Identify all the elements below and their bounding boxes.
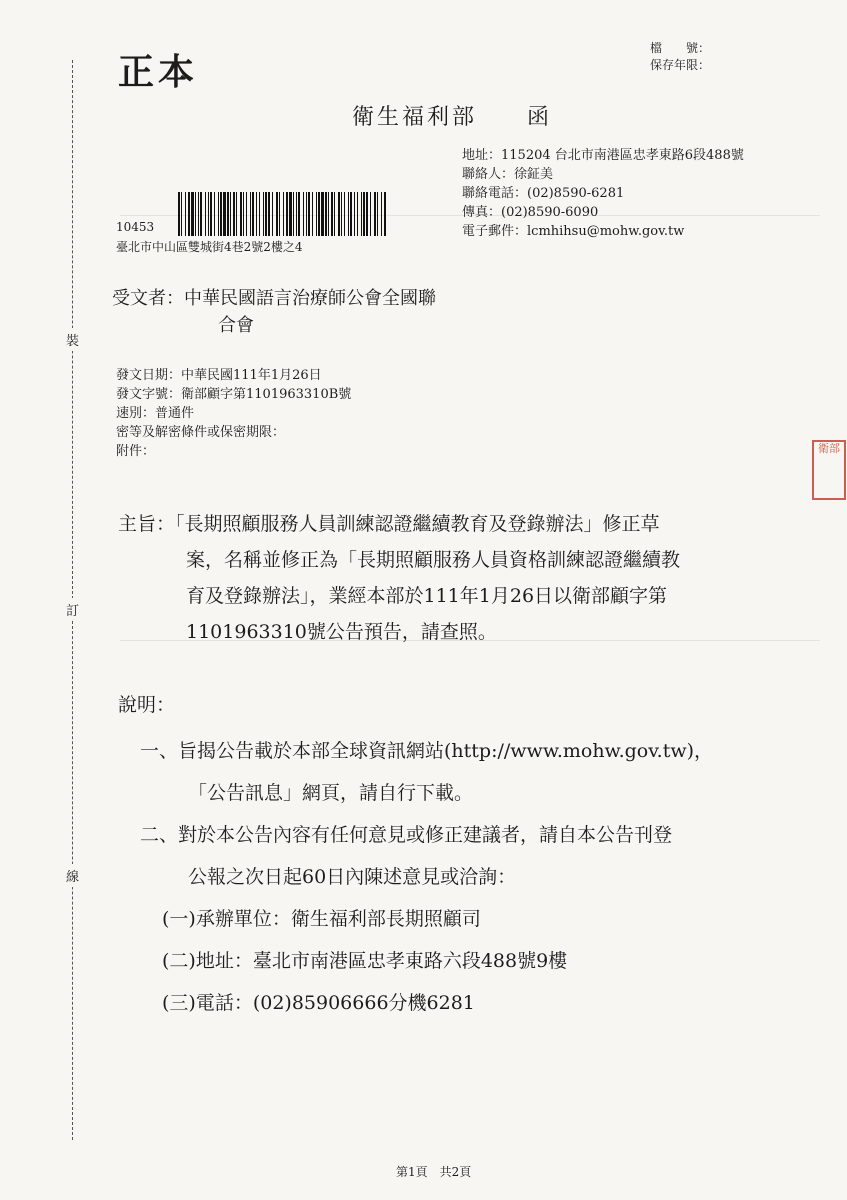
barcode-bar — [198, 192, 199, 236]
barcode-bar — [218, 192, 219, 236]
recipient-line: 受文者：中華民國語言治療師公會全國聯 — [112, 288, 436, 309]
barcode-bar — [252, 192, 254, 236]
barcode-bar — [361, 192, 362, 236]
barcode-bar — [208, 192, 209, 236]
barcode-bar — [185, 192, 186, 236]
sender-fax: 傳真：(02)8590-6090 — [462, 205, 599, 220]
page-footer: 第1頁 共2頁 — [396, 1165, 472, 1179]
sender-phone: 聯絡電話：(02)8590-6281 — [462, 186, 625, 201]
subject-line: 育及登錄辦法」，業經本部於111年1月26日以衛部顧字第 — [186, 585, 668, 607]
barcode-bar — [205, 192, 206, 236]
barcode-bar — [259, 192, 260, 236]
explanation-item: 一、旨揭公告載於本部全球資訊網站(http://www.mohw.gov.tw)， — [140, 740, 714, 762]
barcode-bar — [227, 192, 229, 236]
barcode-bar — [334, 192, 335, 236]
barcode-bar — [200, 192, 202, 236]
explanation-section — [140, 730, 713, 1024]
binding-mark: 訂 — [66, 598, 79, 621]
barcode-bar — [316, 192, 317, 236]
document-title: 衛生福利部 函 — [352, 105, 553, 130]
barcode-bar — [331, 192, 333, 236]
receiver-postcode: 10453 — [116, 220, 155, 234]
barcode-bar — [276, 192, 278, 236]
barcode-image — [176, 192, 390, 236]
barcode-bar — [303, 192, 304, 236]
explanation-heading: 說明： — [118, 694, 176, 716]
barcode-bar — [240, 192, 242, 236]
barcode-bar — [195, 192, 196, 236]
barcode-bar — [338, 192, 340, 236]
explanation-item: 「公告訊息」網頁，請自行下載。 — [188, 782, 474, 804]
barcode-bar — [344, 192, 345, 236]
explanation-item: 二、對於本公告內容有任何意見或修正建議者，請自本公告刊登 — [140, 824, 673, 846]
barcode-bar — [279, 192, 280, 236]
barcode-bar — [263, 192, 264, 236]
barcode-bar — [243, 192, 244, 236]
barcode-bar — [348, 192, 349, 236]
delivery-speed: 速別：普通件 — [116, 406, 195, 421]
barcode-bar — [306, 192, 307, 236]
subject-section — [118, 506, 680, 650]
barcode-bar — [272, 192, 273, 236]
barcode-bar — [350, 192, 352, 236]
issue-date: 發文日期：中華民國111年1月26日 — [116, 368, 322, 383]
barcode-bar — [286, 192, 288, 236]
barcode-bar — [312, 192, 313, 236]
barcode-bar — [328, 192, 329, 236]
barcode-bar — [354, 192, 355, 236]
barcode-bar — [325, 192, 327, 236]
barcode-bar — [366, 192, 368, 236]
binding-mark: 線 — [66, 864, 79, 887]
document-number: 發文字號：衛部顧字第1101963310B號 — [116, 387, 352, 402]
sender-block — [462, 146, 744, 241]
barcode-bar — [341, 192, 342, 236]
barcode-bar — [283, 192, 284, 236]
sender-contact: 聯絡人：徐鉦美 — [462, 167, 554, 182]
explanation-subitem: (三)電話：(02)85906666分機6281 — [162, 992, 475, 1014]
attachment: 附件： — [116, 444, 156, 459]
barcode-bar — [357, 192, 358, 236]
binding-mark: 裝 — [66, 328, 79, 351]
barcode-bar — [246, 192, 247, 236]
barcode-bar — [268, 192, 270, 236]
barcode-bar — [214, 192, 215, 236]
file-meta — [650, 40, 710, 74]
barcode-bar — [318, 192, 320, 236]
barcode-bar — [377, 192, 378, 236]
barcode-bar — [220, 192, 222, 236]
barcode-bar — [191, 192, 194, 236]
barcode-bar — [236, 192, 237, 236]
sender-email: 電子郵件：lcmhihsu@mohw.gov.tw — [462, 224, 685, 239]
subject-line: 案，名稱並修正為「長期照顧服務人員資格訓練認證繼續教 — [186, 549, 681, 571]
barcode-bar — [188, 192, 190, 236]
barcode-bar — [256, 192, 257, 236]
barcode-bar — [181, 192, 182, 236]
official-seal-stamp — [812, 440, 846, 500]
barcode-bar — [308, 192, 310, 236]
barcode-bar — [289, 192, 292, 236]
seal-text: 衛部 — [818, 442, 840, 455]
barcode-bar — [223, 192, 226, 236]
barcode-bar — [178, 192, 180, 236]
secrecy-level: 密等及解密條件或保密期限： — [116, 425, 286, 440]
receiver-address: 臺北市中山區雙城街4巷2號2樓之4 — [116, 240, 303, 254]
barcode-bar — [296, 192, 297, 236]
barcode-bar — [233, 192, 235, 236]
retention-period: 保存年限： — [650, 58, 711, 72]
barcode-bar — [298, 192, 300, 236]
explanation-subitem: (一)承辦單位：衛生福利部長期照顧司 — [162, 908, 481, 930]
recipient-block — [112, 285, 436, 339]
barcode-bar — [210, 192, 212, 236]
subject-line: 主旨：「長期照顧服務人員訓練認證繼續教育及登錄辦法」修正草 — [118, 513, 660, 535]
recipient-line: 合會 — [218, 315, 254, 336]
explanation-subitem: (二)地址：臺北市南港區忠孝東路六段488號9樓 — [162, 950, 568, 972]
barcode-bar — [265, 192, 267, 236]
barcode-bar — [384, 192, 386, 236]
original-copy-label: 正本 — [118, 52, 199, 93]
explanation-item: 公報之次日起60日內陳述意見或洽詢： — [188, 866, 517, 888]
barcode-bar — [374, 192, 376, 236]
subject-line: 1101963310號公告預告，請查照。 — [186, 621, 497, 643]
barcode-bar — [363, 192, 365, 236]
sender-address: 地址：115204 台北市南港區忠孝東路6段488號 — [462, 148, 744, 163]
document-info — [116, 366, 351, 461]
barcode-bar — [230, 192, 231, 236]
barcode-bar — [250, 192, 251, 236]
barcode-bar — [370, 192, 371, 236]
file-number: 檔 號： — [650, 41, 711, 55]
barcode-bar — [293, 192, 294, 236]
barcode-bar — [381, 192, 382, 236]
barcode-bar — [321, 192, 324, 236]
